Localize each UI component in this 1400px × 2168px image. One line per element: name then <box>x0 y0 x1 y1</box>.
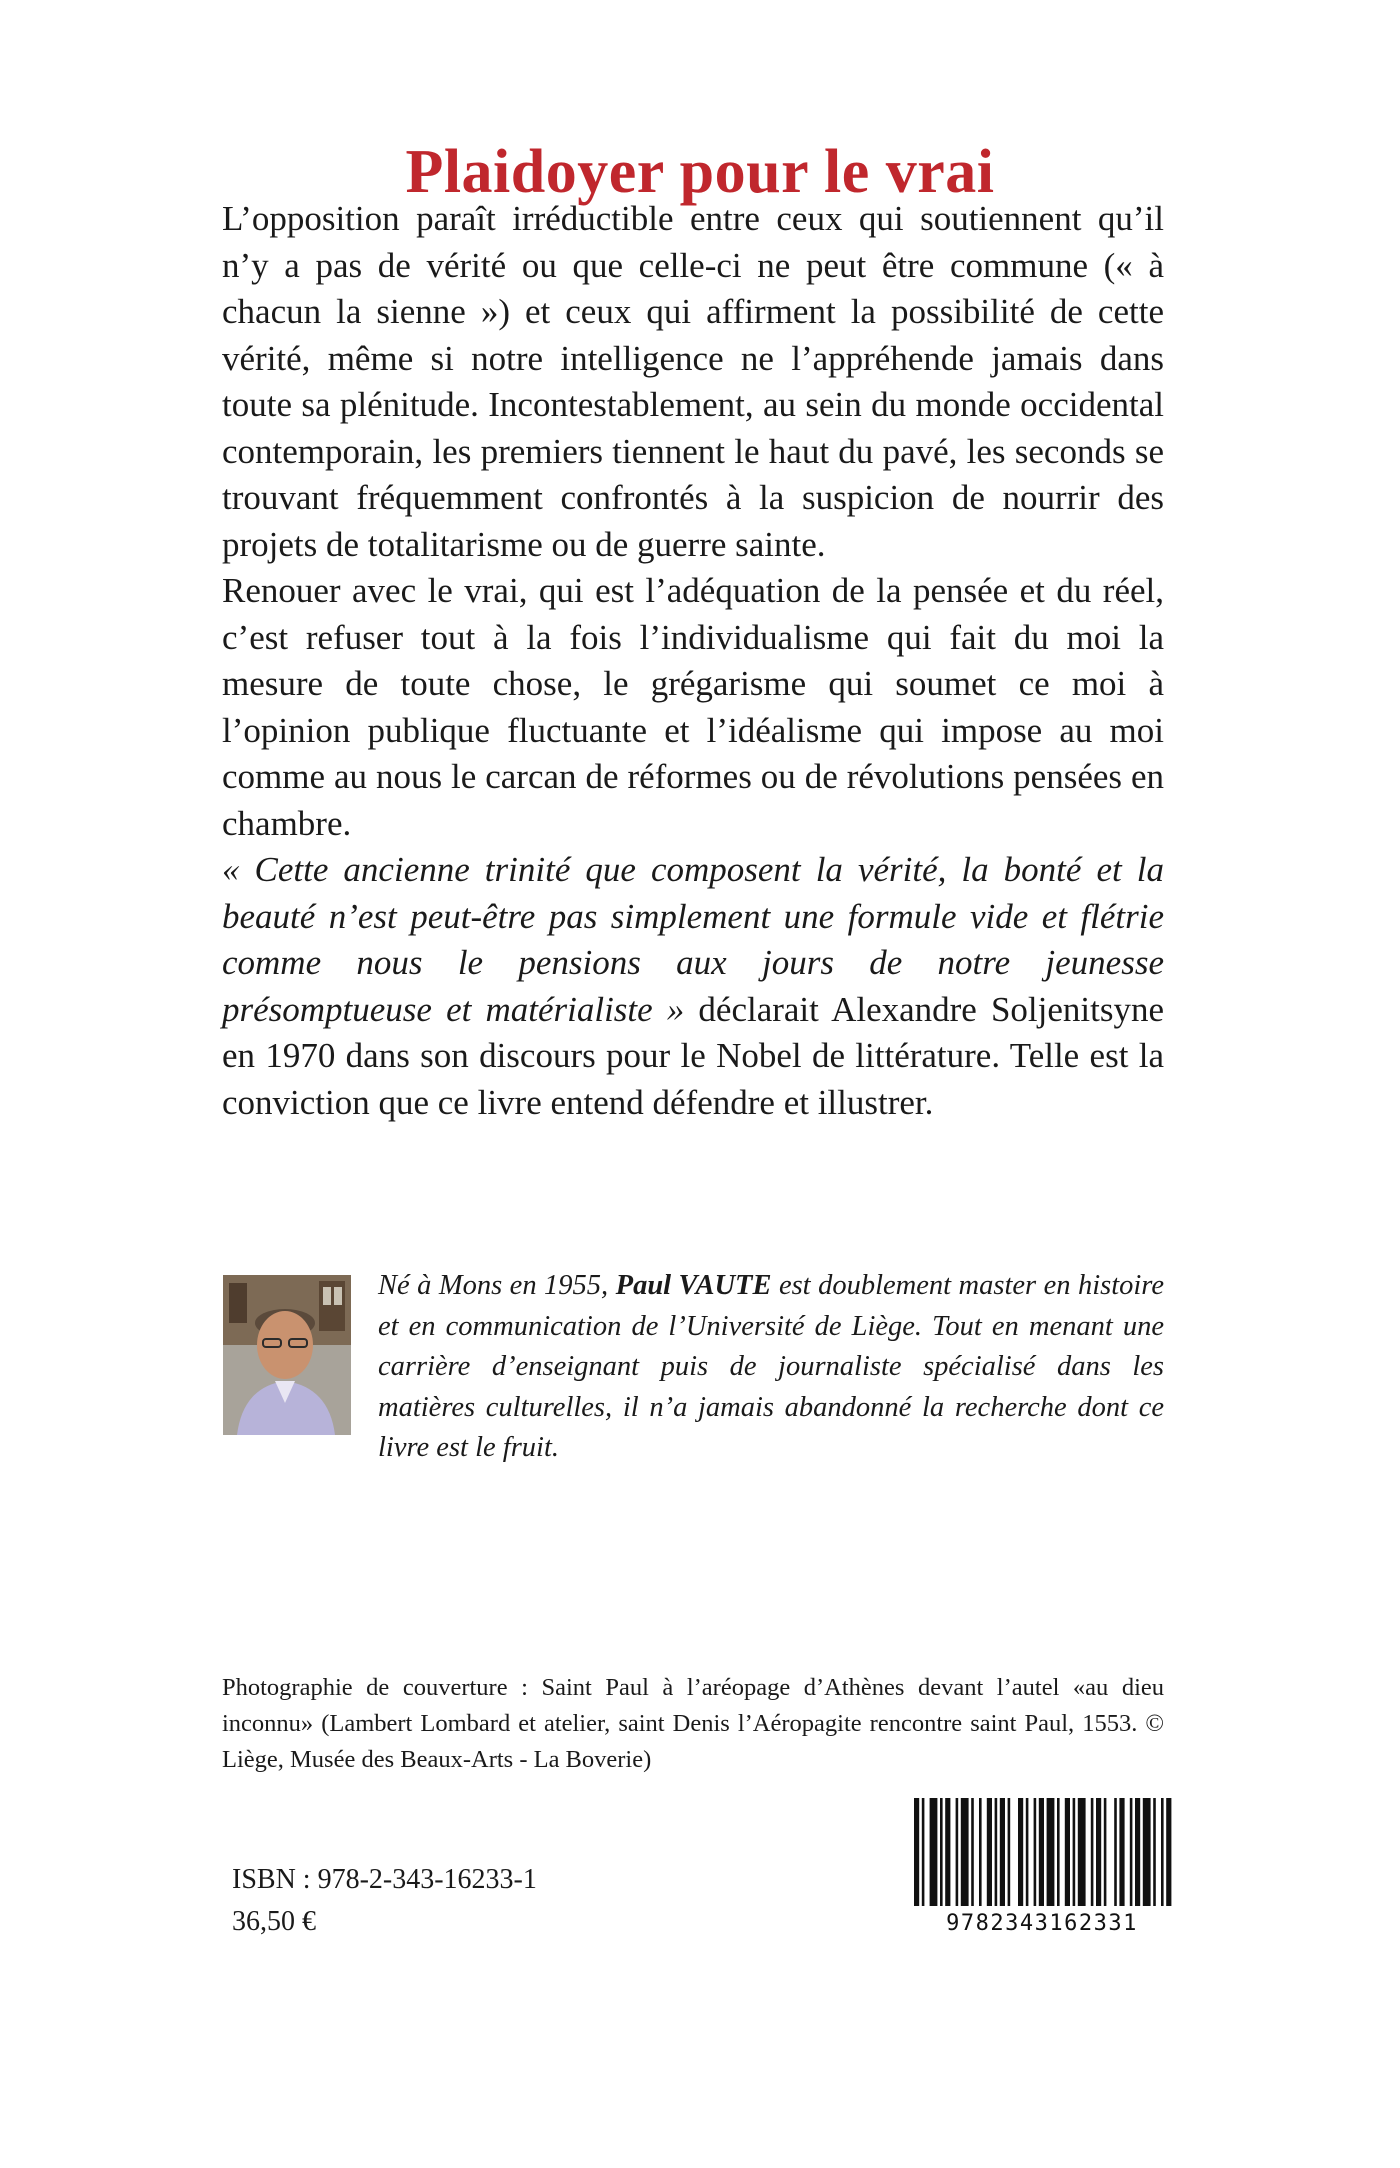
barcode-bar <box>1130 1798 1133 1906</box>
barcode <box>906 1796 1178 1938</box>
barcode-bar <box>1143 1798 1151 1906</box>
author-name: Paul VAUTE <box>615 1270 772 1301</box>
barcode-bar <box>956 1798 959 1906</box>
barcode-bar <box>1000 1798 1005 1906</box>
barcode-bar <box>1104 1798 1107 1906</box>
barcode-bar <box>987 1798 992 1906</box>
barcode-bar <box>979 1798 982 1906</box>
barcode-bar <box>1008 1798 1011 1906</box>
author-bio <box>378 1266 1164 1469</box>
barcode-bar <box>1065 1798 1070 1906</box>
barcode-bar <box>961 1798 969 1906</box>
barcode-bar <box>1161 1798 1164 1906</box>
isbn: ISBN : 978-2-343-16233-1 <box>232 1864 537 1895</box>
barcode-bar <box>1039 1798 1044 1906</box>
author-bio-text <box>378 1266 1164 1469</box>
barcode-bar <box>1114 1798 1117 1906</box>
barcode-bar <box>1018 1798 1023 1906</box>
barcode-bar <box>940 1798 943 1906</box>
barcode-bar <box>922 1798 925 1906</box>
blurb-paragraph-2: Renouer avec le vrai, qui est l’adéquation de la pensée et du réel, c’est refuser tout à la fois l’individualisme qui fait du moi la mesure de toute chose, le grégarisme qui soumet ce moi à l’opinion publique fluctuante et l’idéalisme qui impose au moi comme au nous le carcan de réformes ou de révolutions pensées en chambre. <box>222 571 1164 843</box>
blurb-paragraph-3 <box>222 847 1164 1126</box>
barcode-bar <box>1135 1798 1140 1906</box>
barcode-bar <box>1119 1798 1124 1906</box>
quote-attribution: déclarait Alexandre Soljenitsyne en 1970 dans son discours pour le Nobel de littérature. Telle est la conviction que ce livre entend défendre et illustrer. <box>222 989 1164 1122</box>
author-bio-details: est doublement master en histoire et en communication de l’Université de Liège. Tout en menant une carrière d’enseignant puis de journaliste spécialisé dans les matières culturelles, il n’a jamais abandonné la recherche dont ce livre est le fruit. <box>378 1270 1164 1463</box>
barcode-bar <box>1057 1798 1060 1906</box>
barcode-bar <box>1034 1798 1037 1906</box>
barcode-bar <box>1153 1798 1156 1906</box>
author-bio-intro: Né à Mons en 1955, <box>378 1270 616 1301</box>
barcode-bar <box>1096 1798 1101 1906</box>
barcode-bar <box>1078 1798 1086 1906</box>
barcode-bar <box>930 1798 938 1906</box>
soljenitsyne-quote: « Cette ancienne trinité que composent la vérité, la bonté et la beauté n’est peut-être pas simplement une formule vide et flétrie comme nous le pensions aux jours de notre jeunesse présomptueuse et matérialiste » <box>222 850 1164 1029</box>
cover-photo-credit: Photographie de couverture : Saint Paul à l’aréopage d’Athènes devant l’autel «au dieu inconnu» (Lambert Lombard et atelier, saint Denis l’Aéropagite rencontre saint Paul, 1553. © Liège, Musée des Beaux-Arts - La Boverie) <box>222 1674 1164 1773</box>
barcode-bar <box>995 1798 998 1906</box>
barcode-bar <box>1047 1798 1055 1906</box>
barcode-bar <box>1091 1798 1094 1906</box>
book-title: Plaidoyer pour le vrai <box>405 137 995 206</box>
barcode-bar <box>945 1798 950 1906</box>
barcode-bar <box>1166 1798 1171 1906</box>
barcode-bar <box>1026 1798 1029 1906</box>
price: 36,50 € <box>232 1906 316 1937</box>
blurb-paragraph-1: L’opposition paraît irréductible entre ceux qui soutiennent qu’il n’y a pas de vérité ou que celle-ci ne peut être commune (« à chacun la sienne ») et ceux qui affirment la possibilité de cette vérité, même si notre intelligence ne l’appréhende jamais dans toute sa plénitude. Incontestablement, au sein du monde occidental contemporain, les premiers tiennent le haut du pavé, les seconds se trouvant fréquemment confrontés à la suspicion de nourrir des projets de totalitarisme ou de guerre sainte. <box>222 199 1164 564</box>
barcode-bar <box>914 1798 919 1906</box>
back-cover-blurb <box>222 196 1164 1126</box>
barcode-bar <box>971 1798 974 1906</box>
barcode-bar <box>1073 1798 1076 1906</box>
barcode-number: 9782343162331 <box>946 1911 1138 1936</box>
author-photo <box>223 1275 351 1435</box>
